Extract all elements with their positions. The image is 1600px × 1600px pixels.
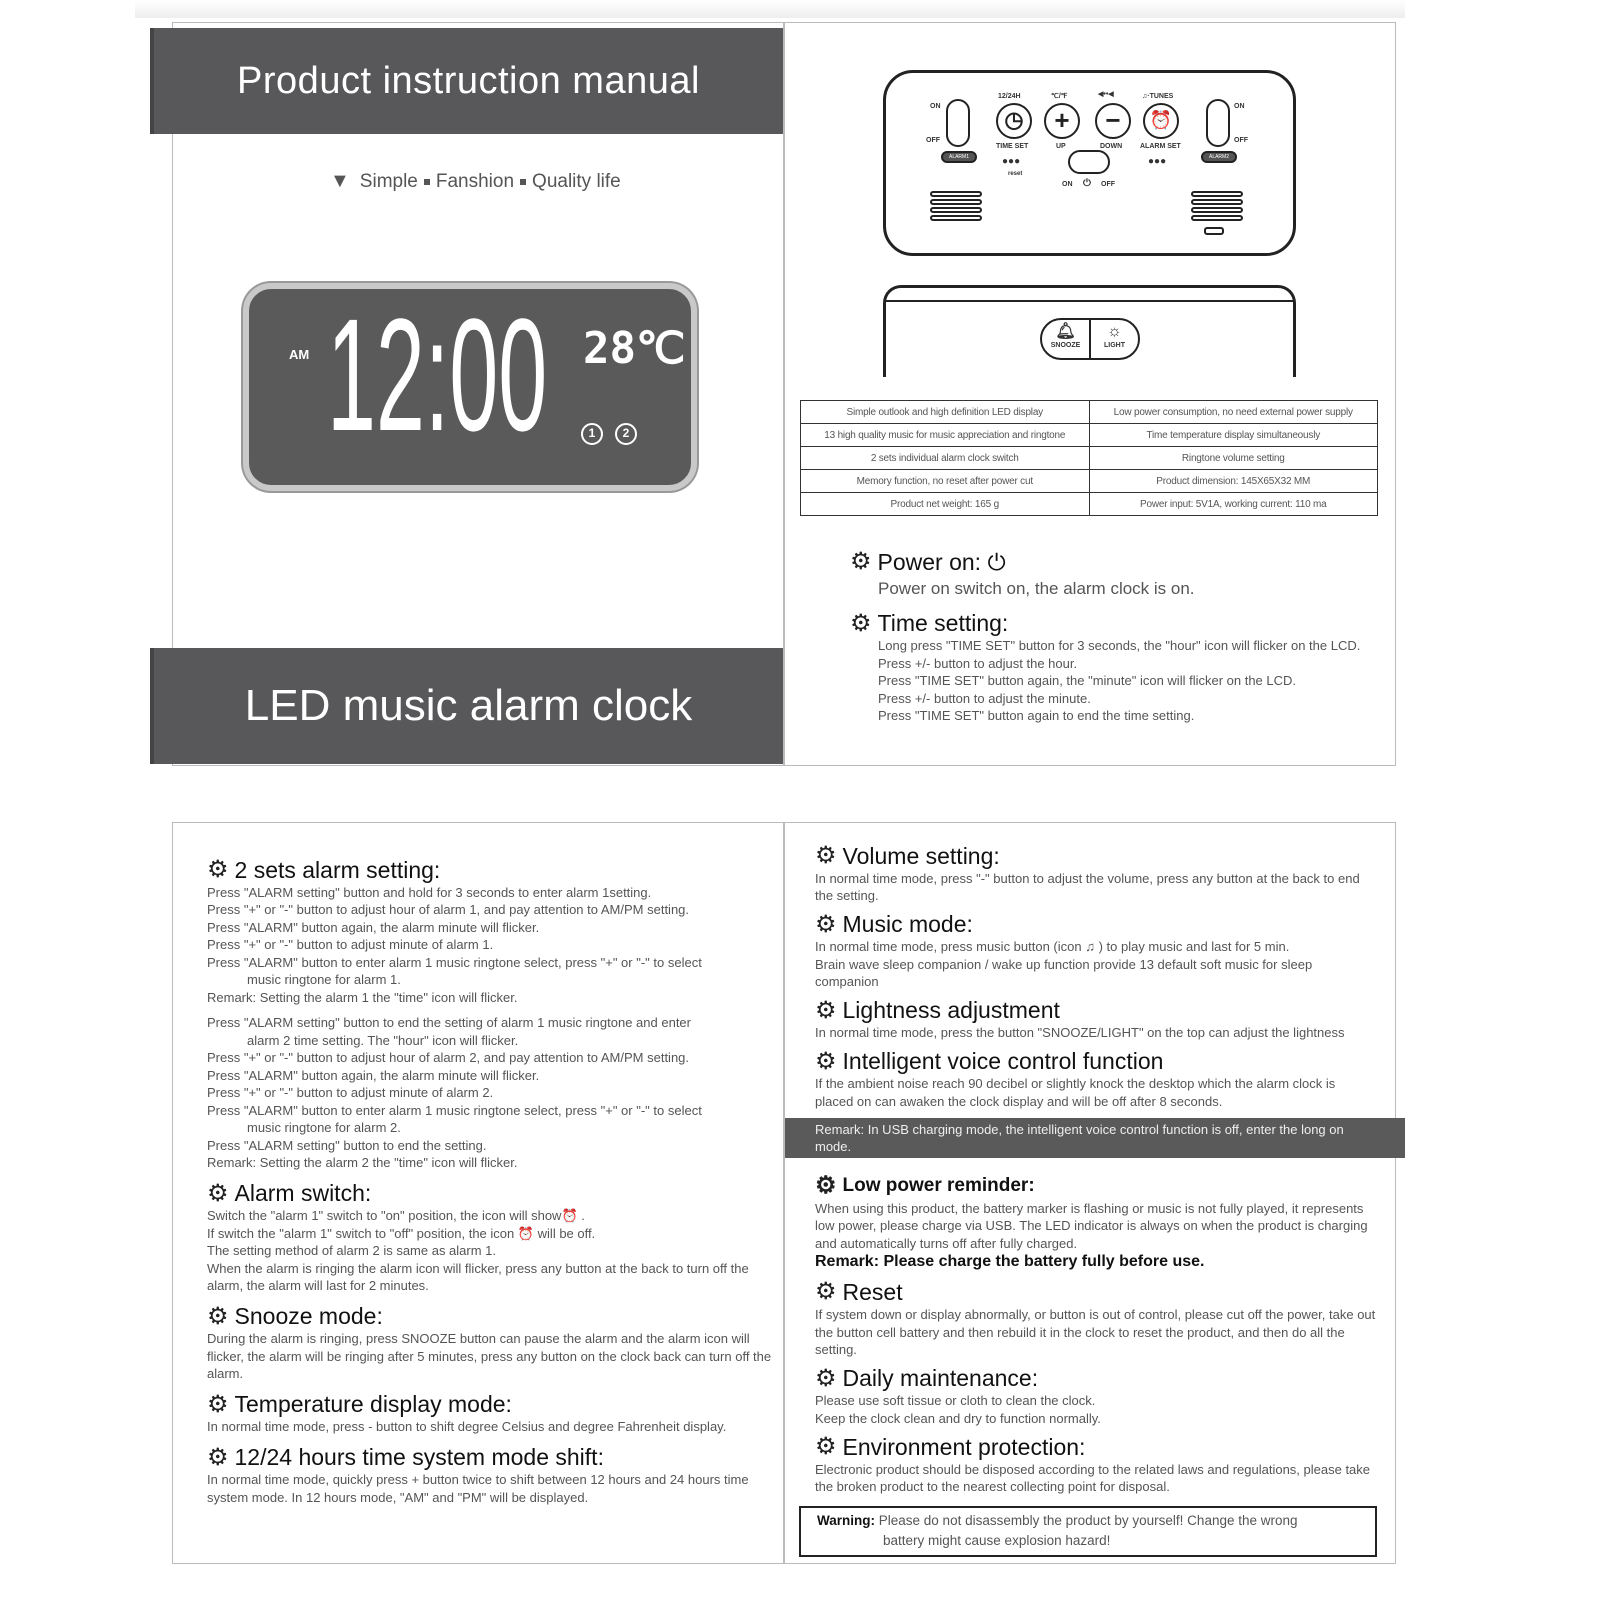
button-bottom-label: DOWN	[1100, 143, 1123, 150]
warning-label: Warning:	[817, 1512, 875, 1528]
instruction-line: music ringtone for alarm 2.	[247, 1120, 401, 1136]
instruction-line: Remark: Please charge the battery fully before use.	[815, 1253, 1205, 1271]
section-heading	[815, 1172, 1377, 1200]
section-heading	[815, 1278, 1377, 1306]
switch-on-label: ON	[1234, 103, 1245, 110]
alarm1-switch	[946, 99, 970, 147]
indicator-dots: ●●●	[1148, 156, 1167, 167]
section-title: Power on: ⏻	[877, 548, 1006, 575]
instruction-line: Press "ALARM" button to enter alarm 1 music ringtone select, press "+" or "-" to select	[207, 954, 702, 970]
gear-icon: ⚙	[815, 842, 837, 869]
spec-cell: Product net weight: 165 g	[801, 493, 1090, 516]
instruction-line: Keep the clock clean and dry to function normally.	[815, 1410, 1101, 1426]
section-heading	[207, 1180, 777, 1208]
button-top-label: ℃/℉	[1051, 93, 1068, 100]
gear-icon: ⚙	[207, 1179, 229, 1207]
tagline-item: Fanshion	[435, 170, 515, 192]
instruction-line: In normal time mode, quickly press + button twice to shift between 12 hours and 24 hours time system mode. In 12 hours mode, "AM" and "PM" will be displayed.	[207, 1472, 749, 1505]
instruction-line: If switch the "alarm 1" switch to "off" position, the icon ⏰ will be off.	[207, 1225, 596, 1241]
panel-divider	[783, 822, 785, 1564]
alarm-1-icon: 1	[581, 423, 603, 445]
section-title: Snooze mode:	[234, 1303, 383, 1330]
volume-icon: ◀••◀	[1098, 91, 1114, 98]
gear-icon: ⚙	[850, 548, 872, 575]
warning-text: battery might cause explosion hazard!	[883, 1532, 1111, 1548]
product-banner	[150, 648, 783, 764]
spec-table	[800, 400, 1378, 516]
switch-off-label: OFF	[926, 137, 940, 144]
section-heading	[207, 1303, 777, 1331]
switch-off-label: OFF	[1234, 137, 1248, 144]
spec-row	[801, 493, 1378, 516]
time-set-button-icon: ◷	[996, 103, 1032, 139]
instruction-line: Press "ALARM" button to enter alarm 1 music ringtone select, press "+" or "-" to select	[207, 1102, 702, 1118]
spec-cell: Ringtone volume setting	[1089, 447, 1378, 470]
title-banner	[150, 28, 783, 134]
section-title: Daily maintenance:	[842, 1365, 1039, 1392]
gear-icon: ⚙	[815, 1172, 837, 1200]
gear-icon: ⚙	[207, 856, 229, 883]
button-bottom-label: TIME SET	[996, 143, 1029, 150]
right-instructions	[815, 842, 1377, 1557]
left-instructions	[207, 856, 777, 1506]
product-name: LED music alarm clock	[244, 681, 693, 730]
alarm2-switch	[1206, 99, 1230, 147]
instruction-line: Press "ALARM" button again, the alarm minute will flicker.	[207, 1067, 540, 1083]
spec-row	[801, 424, 1378, 447]
manual-title: Product instruction manual	[237, 59, 700, 102]
instruction-line: Press "ALARM setting" button to end the setting.	[207, 1137, 487, 1153]
instruction-line: During the alarm is ringing, press SNOOZE button can pause the alarm and the alarm icon will flicker, the alarm will be ringing after 5 minutes, press any button on the clock back can turn off the alarm.	[207, 1331, 772, 1382]
spec-cell: 2 sets individual alarm clock switch	[801, 447, 1090, 470]
instruction-line: Press "TIME SET" button again, the "minute" icon will flicker on the LCD.	[878, 673, 1297, 689]
section-heading	[850, 610, 1380, 638]
clock-temperature: 28℃	[583, 323, 686, 374]
spec-row	[801, 470, 1378, 493]
button-bottom-label: UP	[1056, 143, 1066, 150]
spec-cell: Low power consumption, no need external power supply	[1089, 401, 1378, 424]
section-title: Reset	[842, 1279, 903, 1306]
alarm2-tag: ALARM2	[1201, 151, 1237, 163]
up-button-icon: +	[1044, 103, 1080, 139]
clock-time: 12:00	[327, 285, 548, 464]
device-back-diagram	[883, 70, 1296, 256]
power-icon: ⏻	[1083, 178, 1091, 189]
section-title: 12/24 hours time system mode shift:	[234, 1444, 604, 1471]
section-heading	[815, 997, 1377, 1025]
section-title: Low power reminder:	[842, 1175, 1035, 1197]
instruction-line: Press "+" or "-" button to adjust hour of alarm 2, and pay attention to AM/PM setting.	[207, 1050, 690, 1066]
bell-icon: 🔔︎	[1055, 323, 1076, 340]
snooze-label: SNOOZE	[1050, 342, 1081, 349]
gear-icon: ⚙	[815, 996, 837, 1024]
instruction-line: Press "ALARM setting" button and hold for 3 seconds to enter alarm 1setting.	[207, 884, 652, 900]
gear-icon: ⚙	[815, 1278, 837, 1306]
tagline-item: Quality life	[532, 170, 621, 192]
instruction-line: When using this product, the battery marker is flashing or music is not fully played, it represents low power, please charge via USB. The LED indicator is always on when the product is charging and automatically turns off after fully charged.	[815, 1200, 1368, 1251]
wine-glass-icon: ▼	[330, 170, 350, 192]
gear-icon: ⚙	[815, 1047, 837, 1075]
ampm-indicator: AM	[289, 347, 310, 362]
section-title: 2 sets alarm setting:	[234, 856, 441, 883]
bullet	[424, 179, 430, 185]
instruction-line: Press "+" or "-" button to adjust minute of alarm 1.	[207, 937, 494, 953]
alarm-2-icon: 2	[615, 423, 637, 445]
instruction-line: Press +/- button to adjust the minute.	[878, 690, 1091, 706]
section-heading	[815, 911, 1377, 939]
top-border-band	[135, 0, 1405, 18]
instruction-line: In normal time mode, press the button "SNOOZE/LIGHT" on the top can adjust the lightness	[815, 1025, 1345, 1041]
gear-icon: ⚙	[850, 609, 872, 637]
instruction-line: Electronic product should be disposed according to the related laws and regulations, please take the broken product to the nearest collecting point for disposal.	[815, 1461, 1371, 1495]
device-top-diagram	[883, 285, 1296, 377]
warning-box	[799, 1506, 1377, 1557]
button-top-label: ♫·TUNES	[1142, 93, 1174, 100]
section-title: Lightness adjustment	[842, 997, 1060, 1024]
instruction-line: Remark: Setting the alarm 1 the "time" icon will flicker.	[207, 989, 518, 1005]
instruction-line: Brain wave sleep companion / wake up function provide 13 default soft music for sleep companion	[815, 956, 1313, 990]
section-heading	[850, 548, 1380, 576]
light-label: LIGHT	[1104, 342, 1125, 349]
power-switch	[1068, 150, 1110, 174]
instruction-line: Press "+" or "-" button to adjust minute of alarm 2.	[207, 1085, 494, 1101]
section-heading	[815, 1433, 1377, 1461]
power-on-label: ON	[1062, 181, 1073, 188]
instruction-line: In normal time mode, press "-" button to adjust the volume, press any button at the back to end the setting.	[815, 870, 1360, 904]
gear-icon: ⚙	[207, 1443, 229, 1471]
clock-illustration	[243, 283, 697, 491]
spec-cell: Power input: 5V1A, working current: 110 ma	[1089, 493, 1378, 516]
instruction-line: In normal time mode, press music button (icon ♫ ) to play music and last for 5 min.	[815, 939, 1290, 955]
down-button-icon: −	[1095, 103, 1131, 139]
gear-icon: ⚙	[815, 1364, 837, 1392]
voice-control-remark: Remark: In USB charging mode, the intelligent voice control function is off, enter the long on mode.	[785, 1118, 1405, 1158]
instruction-line: In normal time mode, press - button to shift degree Celsius and degree Fahrenheit display.	[207, 1419, 727, 1435]
sun-icon: ☼	[1107, 323, 1122, 340]
bullet	[520, 179, 526, 185]
reset-label: reset	[1008, 171, 1023, 177]
gear-icon: ⚙	[815, 910, 837, 938]
instruction-line: Press "TIME SET" button again to end the time setting.	[878, 708, 1195, 724]
instruction-line: If the ambient noise reach 90 decibel or slightly knock the desktop which the alarm clock is placed on can awaken the clock display and will be off after 8 seconds.	[815, 1076, 1336, 1109]
snooze-light-button	[1040, 318, 1140, 360]
section-title: Volume setting:	[842, 842, 1000, 869]
gear-icon: ⚙	[207, 1390, 229, 1418]
section-heading	[815, 1048, 1377, 1076]
instruction-line: Please use soft tissue or cloth to clean the clock.	[815, 1393, 1096, 1409]
section-heading	[815, 842, 1377, 870]
power-off-label: OFF	[1101, 181, 1115, 188]
gear-icon: ⚙	[207, 1302, 229, 1330]
panel-divider	[783, 22, 785, 766]
spec-cell: Product dimension: 145X65X32 MM	[1089, 470, 1378, 493]
section-title: Time setting:	[877, 610, 1009, 637]
instruction-line: Remark: Setting the alarm 2 the "time" icon will flicker.	[207, 1155, 518, 1171]
spec-cell: Time temperature display simultaneously	[1089, 424, 1378, 447]
reset-holes: ●●●	[1002, 156, 1021, 167]
speaker-vent	[930, 191, 982, 223]
switch-on-label: ON	[930, 103, 941, 110]
tagline	[330, 170, 621, 193]
alarm-set-button-icon: ⏰	[1143, 103, 1179, 139]
section-heading	[207, 1444, 777, 1472]
spec-row	[801, 447, 1378, 470]
instruction-line: Switch the "alarm 1" switch to "on" position, the icon will show⏰ .	[207, 1208, 585, 1224]
section-title: Alarm switch:	[234, 1180, 372, 1207]
section-title: Environment protection:	[842, 1433, 1086, 1460]
button-top-label: 12/24H	[998, 93, 1021, 100]
section-heading	[815, 1365, 1377, 1393]
spec-cell: 13 high quality music for music appreciation and ringtone	[801, 424, 1090, 447]
section-title: Music mode:	[842, 911, 973, 938]
instruction-line: alarm 2 time setting. The "hour" icon will flicker.	[247, 1032, 519, 1048]
section-title: Intelligent voice control function	[842, 1048, 1164, 1075]
instruction-line: Long press "TIME SET" button for 3 seconds, the "hour" icon will flicker on the LCD. Press +/- button to adjust the hour.	[878, 638, 1361, 671]
spec-row	[801, 401, 1378, 424]
instruction-line: Press "ALARM" button again, the alarm minute will flicker.	[207, 919, 540, 935]
section-heading	[207, 1391, 777, 1419]
warning-text: Please do not disassembly the product by yourself! Change the wrong	[878, 1512, 1298, 1528]
gear-icon: ⚙	[815, 1433, 837, 1461]
instruction-line: The setting method of alarm 2 is same as alarm 1.	[207, 1243, 497, 1259]
instruction-line: If system down or display abnormally, or button is out of control, please cut off the power, take out the button cell battery and then rebuild it in the clock to reset the product, and then do all the setting.	[815, 1307, 1376, 1358]
tagline-item: Simple	[359, 170, 418, 192]
instruction-line: Press "ALARM setting" button to end the setting of alarm 1 music ringtone and enter	[207, 1015, 691, 1031]
spec-cell: Memory function, no reset after power cut	[801, 470, 1090, 493]
usb-port-icon	[1204, 227, 1224, 235]
button-bottom-label: ALARM SET	[1140, 143, 1181, 150]
instruction-line: When the alarm is ringing the alarm icon will flicker, press any button at the back to turn off the alarm, the alarm will last for 2 minutes.	[207, 1260, 749, 1294]
top-right-instructions	[850, 548, 1380, 725]
spec-cell: Simple outlook and high definition LED display	[801, 401, 1090, 424]
speaker-vent	[1191, 191, 1243, 223]
instruction-line: Press "+" or "-" button to adjust hour of alarm 1, and pay attention to AM/PM setting.	[207, 902, 690, 918]
section-heading	[207, 856, 777, 884]
instruction-line: Power on switch on, the alarm clock is on.	[878, 578, 1195, 598]
instruction-line: music ringtone for alarm 1.	[247, 972, 401, 988]
section-title: Temperature display mode:	[234, 1391, 512, 1418]
alarm1-tag: ALARM1	[941, 151, 977, 163]
